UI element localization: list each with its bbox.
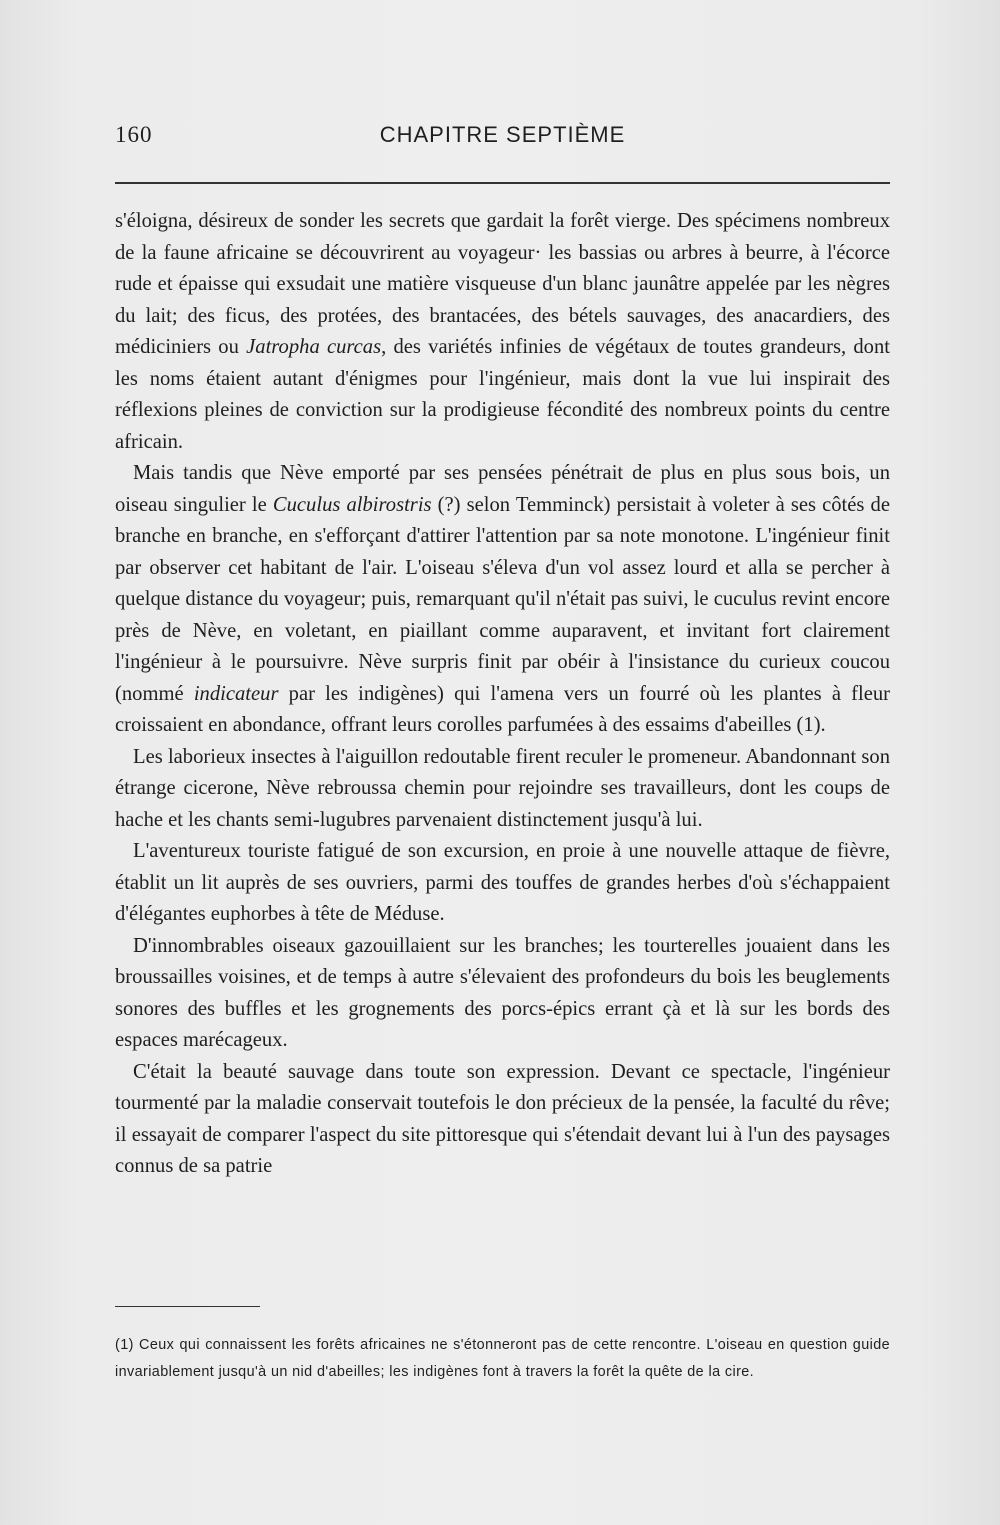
page-header [115, 122, 890, 156]
header-rule [115, 182, 890, 184]
page-number: 160 [115, 122, 153, 147]
paragraph: D'innombrables oiseaux gazouillaient sur les branches; les tourterelles jouaient dans les broussailles voisines, et de temps à autre s'élevaient des profondeurs du bois les beuglements sonores des buffles et les grognements des porcs-épics errant çà et là sur les bords des espaces marécageux. [115, 934, 890, 1051]
running-title: CHAPITRE SEPTIÈME [379, 122, 626, 147]
footnote [115, 1332, 890, 1386]
italic-term: Cuculus albirostris [272, 493, 432, 516]
italic-term: Jatropha curcas [246, 336, 382, 358]
paragraph: Les laborieux insectes à l'aiguillon redoutable firent reculer le promeneur. Abandonnant son étrange cicerone, Nève rebroussa chemin pour rejoindre ses travailleurs, dont les coups de hache et les chants semi-lugubres parvenaient distinctement jusqu'à lui. [115, 745, 890, 831]
paragraph: C'était la beauté sauvage dans toute son expression. Devant ce spectacle, l'ingénieur tourmenté par la maladie conservait toutefois le don précieux de la pensée, la faculté du rêve; il essayait de comparer l'aspect du site pittoresque qui s'étendait devant lui à l'un des paysages connus de sa patrie [115, 1060, 890, 1177]
paragraph: Mais tandis que Nève emporté par ses pensées pénétrait de plus en plus sous bois, un oiseau singulier le Cuculus albirostris (?) selon Temminck) persistait à voleter à ses côtés de branche en branche, en s'efforçant d'attirer l'attention par sa note monotone. L'ingénieur finit par observer cet habitant de l'air. L'oiseau s'éleva d'un vol assez lourd et alla se percher à quelque distance du voyageur; puis, remarquant qu'il n'était pas suivi, le cuculus revint encore près de Nève, en voletant, en piaillant comme auparavent, et invitant fort clairement l'ingénieur à le poursuivre. Nève surpris finit par obéir à l'insistance du curieux coucou (nommé indicateur par les indigènes) qui l'amena vers un fourré où les plantes à fleur croissaient en abondance, offrant leurs corolles parfumées à des essaims d'abeilles (1). [115, 462, 891, 736]
paragraph: L'aventureux touriste fatigué de son excursion, en proie à une nouvelle attaque de fièvre, établit un lit auprès de ses ouvriers, parmi des touffes de grandes herbes d'où s'échappaient d'élégantes euphorbes à tête de Méduse. [115, 840, 890, 925]
italic-term: indicateur [193, 682, 279, 705]
footnote-text: (1) Ceux qui connaissent les forêts africaines ne s'étonneront pas de cette rencontre. L'oiseau en question guide invariablement jusqu'à un nid d'abeilles; les indigènes font à travers la forêt la quête de la cire. [115, 1337, 890, 1380]
paragraph: s'éloigna, désireux de sonder les secrets que gardait la forêt vierge. Des spécimens nombreux de la faune africaine se découvrirent au voyageur· les bassias ou arbres à beurre, à l'écorce rude et épaisse qui exsudait une matière visqueuse d'un blanc jaunâtre appelée par les nègres du lait; des ficus, des protées, des brantacées, des bétels sauvages, des anacardiers, des médiciniers ou Jatropha curcas, des variétés infinies de végétaux de toutes grandeurs, dont les noms étaient autant d'énigmes pour l'ingénieur, mais dont la vue lui inspirait des réflexions pleines de conviction sur la prodigieuse fécondité des nombreux points du centre africain. [115, 210, 890, 453]
main-text [115, 206, 890, 1183]
footnote-rule [115, 1306, 260, 1307]
